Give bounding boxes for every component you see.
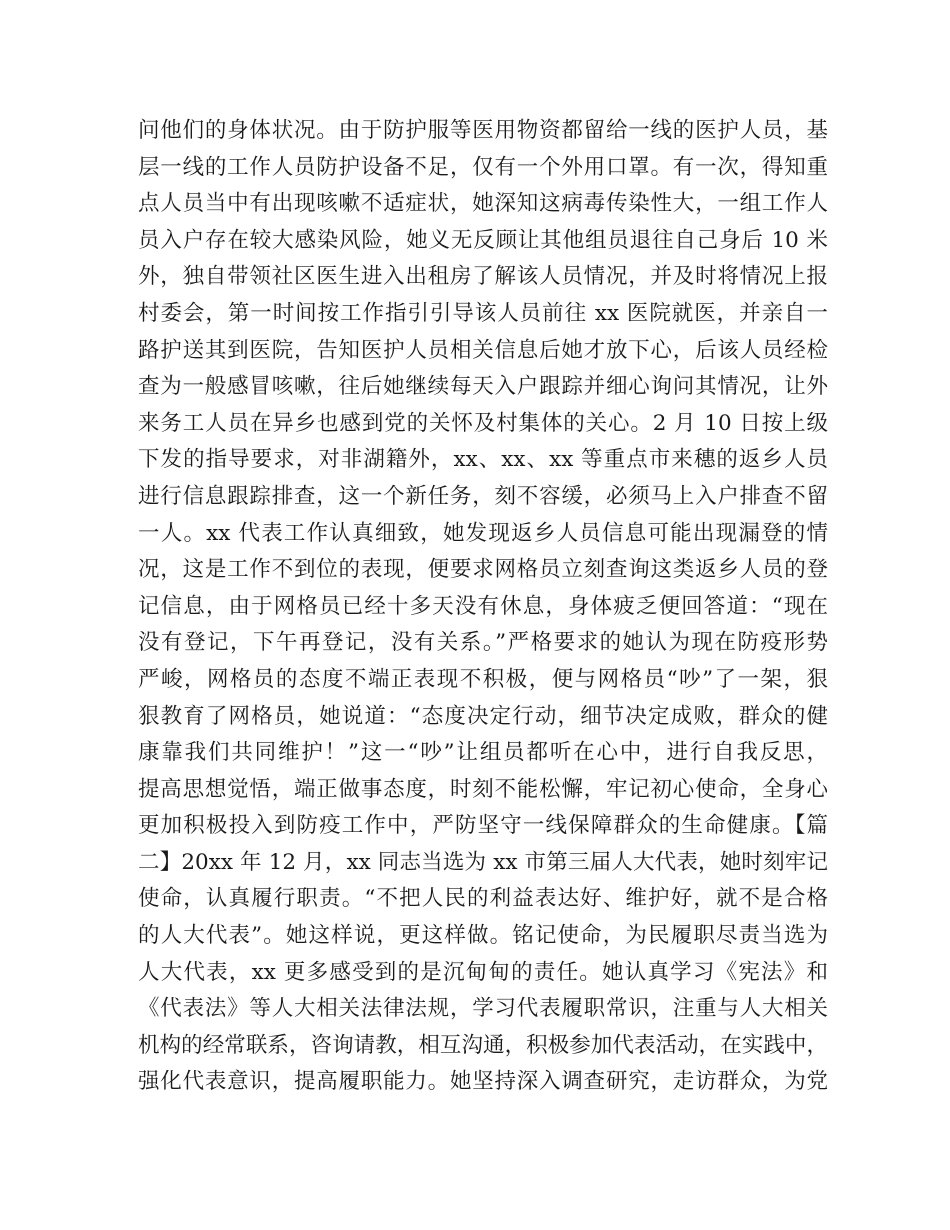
text-line: 路护送其到医院，告知医护人员相关信息后她才放下心，后该人员经检	[138, 337, 828, 363]
text-line: 狠教育了网格员，她说道：“态度决定行动，细节决定成败，群众的健	[138, 703, 828, 729]
text-line: 更加积极投入到防疫工作中，严防坚守一线保障群众的生命健康。【篇	[138, 813, 828, 839]
text-line: 来务工人员在异乡也感到党的关怀及村集体的关心。2 月 10 日按上级	[138, 410, 828, 436]
text-line: 的人大代表”。她这样说，更这样做。铭记使命，为民履职尽责当选为	[138, 923, 828, 949]
text-line: 康靠我们共同维护！”这一“吵”让组员都听在心中，进行自我反思，	[138, 740, 828, 766]
text-line: 使命，认真履行职责。“不把人民的利益表达好、维护好，就不是合格	[138, 886, 828, 912]
text-line: 《代表法》等人大相关法律法规，学习代表履职常识，注重与人大相关	[138, 996, 828, 1022]
text-line: 二】20xx 年 12 月，xx 同志当选为 xx 市第三届人大代表，她时刻牢记	[138, 849, 828, 875]
text-line: 强化代表意识，提高履职能力。她坚持深入调查研究，走访群众，为党	[138, 1069, 828, 1095]
body-text	[138, 113, 828, 1101]
text-line: 下发的指导要求，对非湖籍外，xx、xx、xx 等重点市来穗的返乡人员	[138, 447, 828, 473]
text-line: 员入户存在较大感染风险，她义无反顾让其他组员退往自己身后 10 米	[138, 227, 828, 253]
text-line: 记信息，由于网格员已经十多天没有休息，身体疲乏便回答道：“现在	[138, 593, 828, 619]
text-line: 查为一般感冒咳嗽，往后她继续每天入户跟踪并细心询问其情况，让外	[138, 374, 828, 400]
text-line: 人大代表，xx 更多感受到的是沉甸甸的责任。她认真学习《宪法》和	[138, 959, 828, 985]
text-line: 点人员当中有出现咳嗽不适症状，她深知这病毒传染性大，一组工作人	[138, 191, 828, 217]
text-line: 严峻，网格员的态度不端正表现不积极，便与网格员“吵”了一架，狠	[138, 666, 828, 692]
text-line: 层一线的工作人员防护设备不足，仅有一个外用口罩。有一次，得知重	[138, 154, 828, 180]
text-line: 提高思想觉悟，端正做事态度，时刻不能松懈，牢记初心使命，全身心	[138, 776, 828, 802]
text-line: 问他们的身体状况。由于防护服等医用物资都留给一线的医护人员，基	[138, 118, 828, 143]
text-line: 外，独自带领社区医生进入出租房了解该人员情况，并及时将情况上报	[138, 264, 828, 290]
text-line: 村委会，第一时间按工作指引引导该人员前往 xx 医院就医，并亲自一	[138, 300, 828, 326]
text-line: 一人。xx 代表工作认真细致，她发现返乡人员信息可能出现漏登的情	[138, 520, 828, 546]
text-line: 没有登记，下午再登记，没有关系。”严格要求的她认为现在防疫形势	[138, 630, 828, 656]
text-line: 进行信息跟踪排查，这一个新任务，刻不容缓，必须马上入户排查不留	[138, 483, 828, 509]
text-line: 机构的经常联系，咨询请教，相互沟通，积极参加代表活动，在实践中，	[138, 1032, 828, 1058]
text-line: 况，这是工作不到位的表现，便要求网格员立刻查询这类返乡人员的登	[138, 557, 828, 583]
